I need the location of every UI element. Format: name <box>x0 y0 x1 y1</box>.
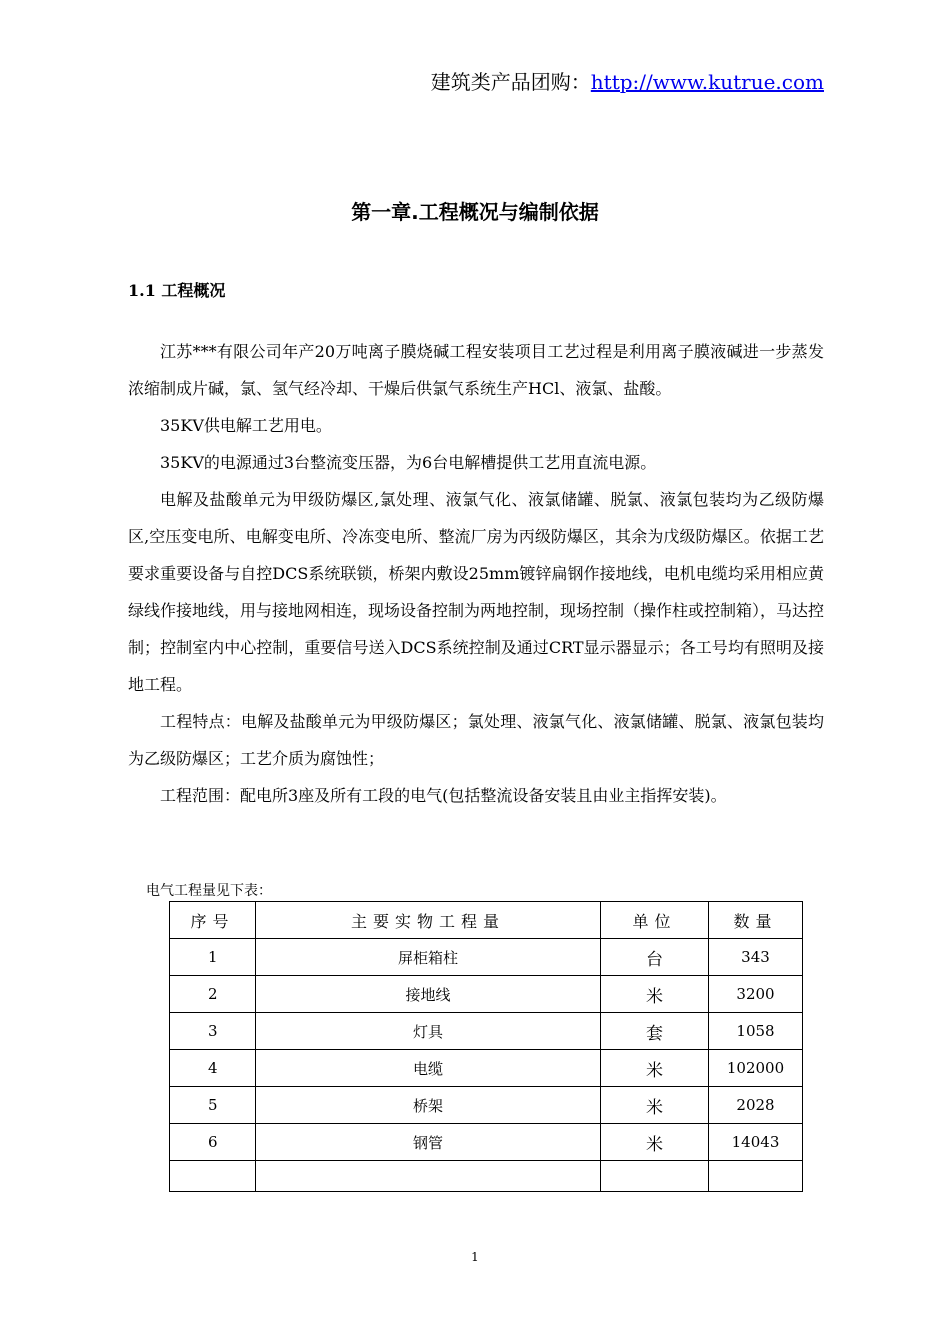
table-row <box>170 1124 803 1161</box>
row-index: 6 <box>170 1124 256 1161</box>
row-index: 4 <box>170 1050 256 1087</box>
row-item <box>256 1161 601 1192</box>
row-index: 1 <box>170 939 256 976</box>
row-index <box>170 1161 256 1192</box>
row-item: 接地线 <box>256 976 601 1013</box>
row-index: 5 <box>170 1087 256 1124</box>
row-quantity <box>709 1161 803 1192</box>
header-cell: 数量 <box>709 902 803 939</box>
header-text: 建筑类产品团购： <box>430 70 591 94</box>
row-unit: 台 <box>601 939 709 976</box>
paragraph: 电解及盐酸单元为甲级防爆区,氯处理、液氯气化、液氯储罐、脱氯、液氯包装均为乙级防爆区,空压变电所、电解变电所、冷冻变电所、整流厂房为丙级防爆区，其余为戊级防爆区。依据工艺要求重要设备与自控DCS系统联锁，桥架内敷设25mm镀锌扁钢作接地线，电机电缆均采用相应黄绿线作接地线，用与接地网相连，现场设备控制为两地控制，现场控制（操作柱或控制箱），马达控制；控制室内中心控制，重要信号送入DCS系统控制及通过CRT显示器显示；各工号均有照明及接地工程。 <box>128 490 825 694</box>
row-index: 3 <box>170 1013 256 1050</box>
header-cell: 主要实物工程量 <box>256 902 601 939</box>
chapter-title: 第一章.工程概况与编制依据 <box>351 200 599 224</box>
table-row <box>170 1050 803 1087</box>
header-link[interactable]: http://www.kutrue.com <box>590 70 824 94</box>
row-quantity: 2028 <box>709 1087 803 1124</box>
table-caption: 电气工程量见下表： <box>146 883 272 899</box>
row-unit <box>601 1161 709 1192</box>
page-number: 1 <box>471 1250 479 1264</box>
row-unit: 套 <box>601 1013 709 1050</box>
paragraph: 江苏***有限公司年产20万吨离子膜烧碱工程安装项目工艺过程是利用离子膜液碱进一步蒸发浓缩制成片碱，氯、氢气经冷却、干燥后供氯气系统生产HCl、液氯、盐酸。 <box>128 342 824 398</box>
row-quantity: 1058 <box>709 1013 803 1050</box>
row-unit: 米 <box>601 976 709 1013</box>
row-quantity: 14043 <box>709 1124 803 1161</box>
row-quantity: 343 <box>709 939 803 976</box>
header-cell: 序号 <box>170 902 256 939</box>
page-header <box>431 66 824 95</box>
table-row <box>170 939 803 976</box>
row-quantity: 102000 <box>709 1050 803 1087</box>
paragraph: 35KV的电源通过3台整流变压器，为6台电解槽提供工艺用直流电源。 <box>160 453 657 472</box>
table-row-empty <box>170 1161 803 1192</box>
row-index: 2 <box>170 976 256 1013</box>
paragraph: 工程特点：电解及盐酸单元为甲级防爆区；氯处理、液氯气化、液氯储罐、脱氯、液氯包装均为乙级防爆区；工艺介质为腐蚀性； <box>128 712 824 768</box>
header-cell: 单位 <box>601 902 709 939</box>
paragraph: 35KV供电解工艺用电。 <box>160 416 332 435</box>
row-item: 灯具 <box>256 1013 601 1050</box>
row-item: 屏柜箱柱 <box>256 939 601 976</box>
paragraph: 工程范围：配电所3座及所有工段的电气(包括整流设备安装且由业主指挥安装)。 <box>160 786 727 805</box>
quantity-table <box>169 901 803 1192</box>
table-row <box>170 1013 803 1050</box>
row-item: 电缆 <box>256 1050 601 1087</box>
section-heading: 1.1 工程概况 <box>128 281 226 300</box>
row-quantity: 3200 <box>709 976 803 1013</box>
row-unit: 米 <box>601 1050 709 1087</box>
table-row <box>170 976 803 1013</box>
row-item: 钢管 <box>256 1124 601 1161</box>
body-text <box>128 333 824 814</box>
row-unit: 米 <box>601 1124 709 1161</box>
table-header-row <box>170 902 803 939</box>
row-unit: 米 <box>601 1087 709 1124</box>
row-item: 桥架 <box>256 1087 601 1124</box>
table-row <box>170 1087 803 1124</box>
